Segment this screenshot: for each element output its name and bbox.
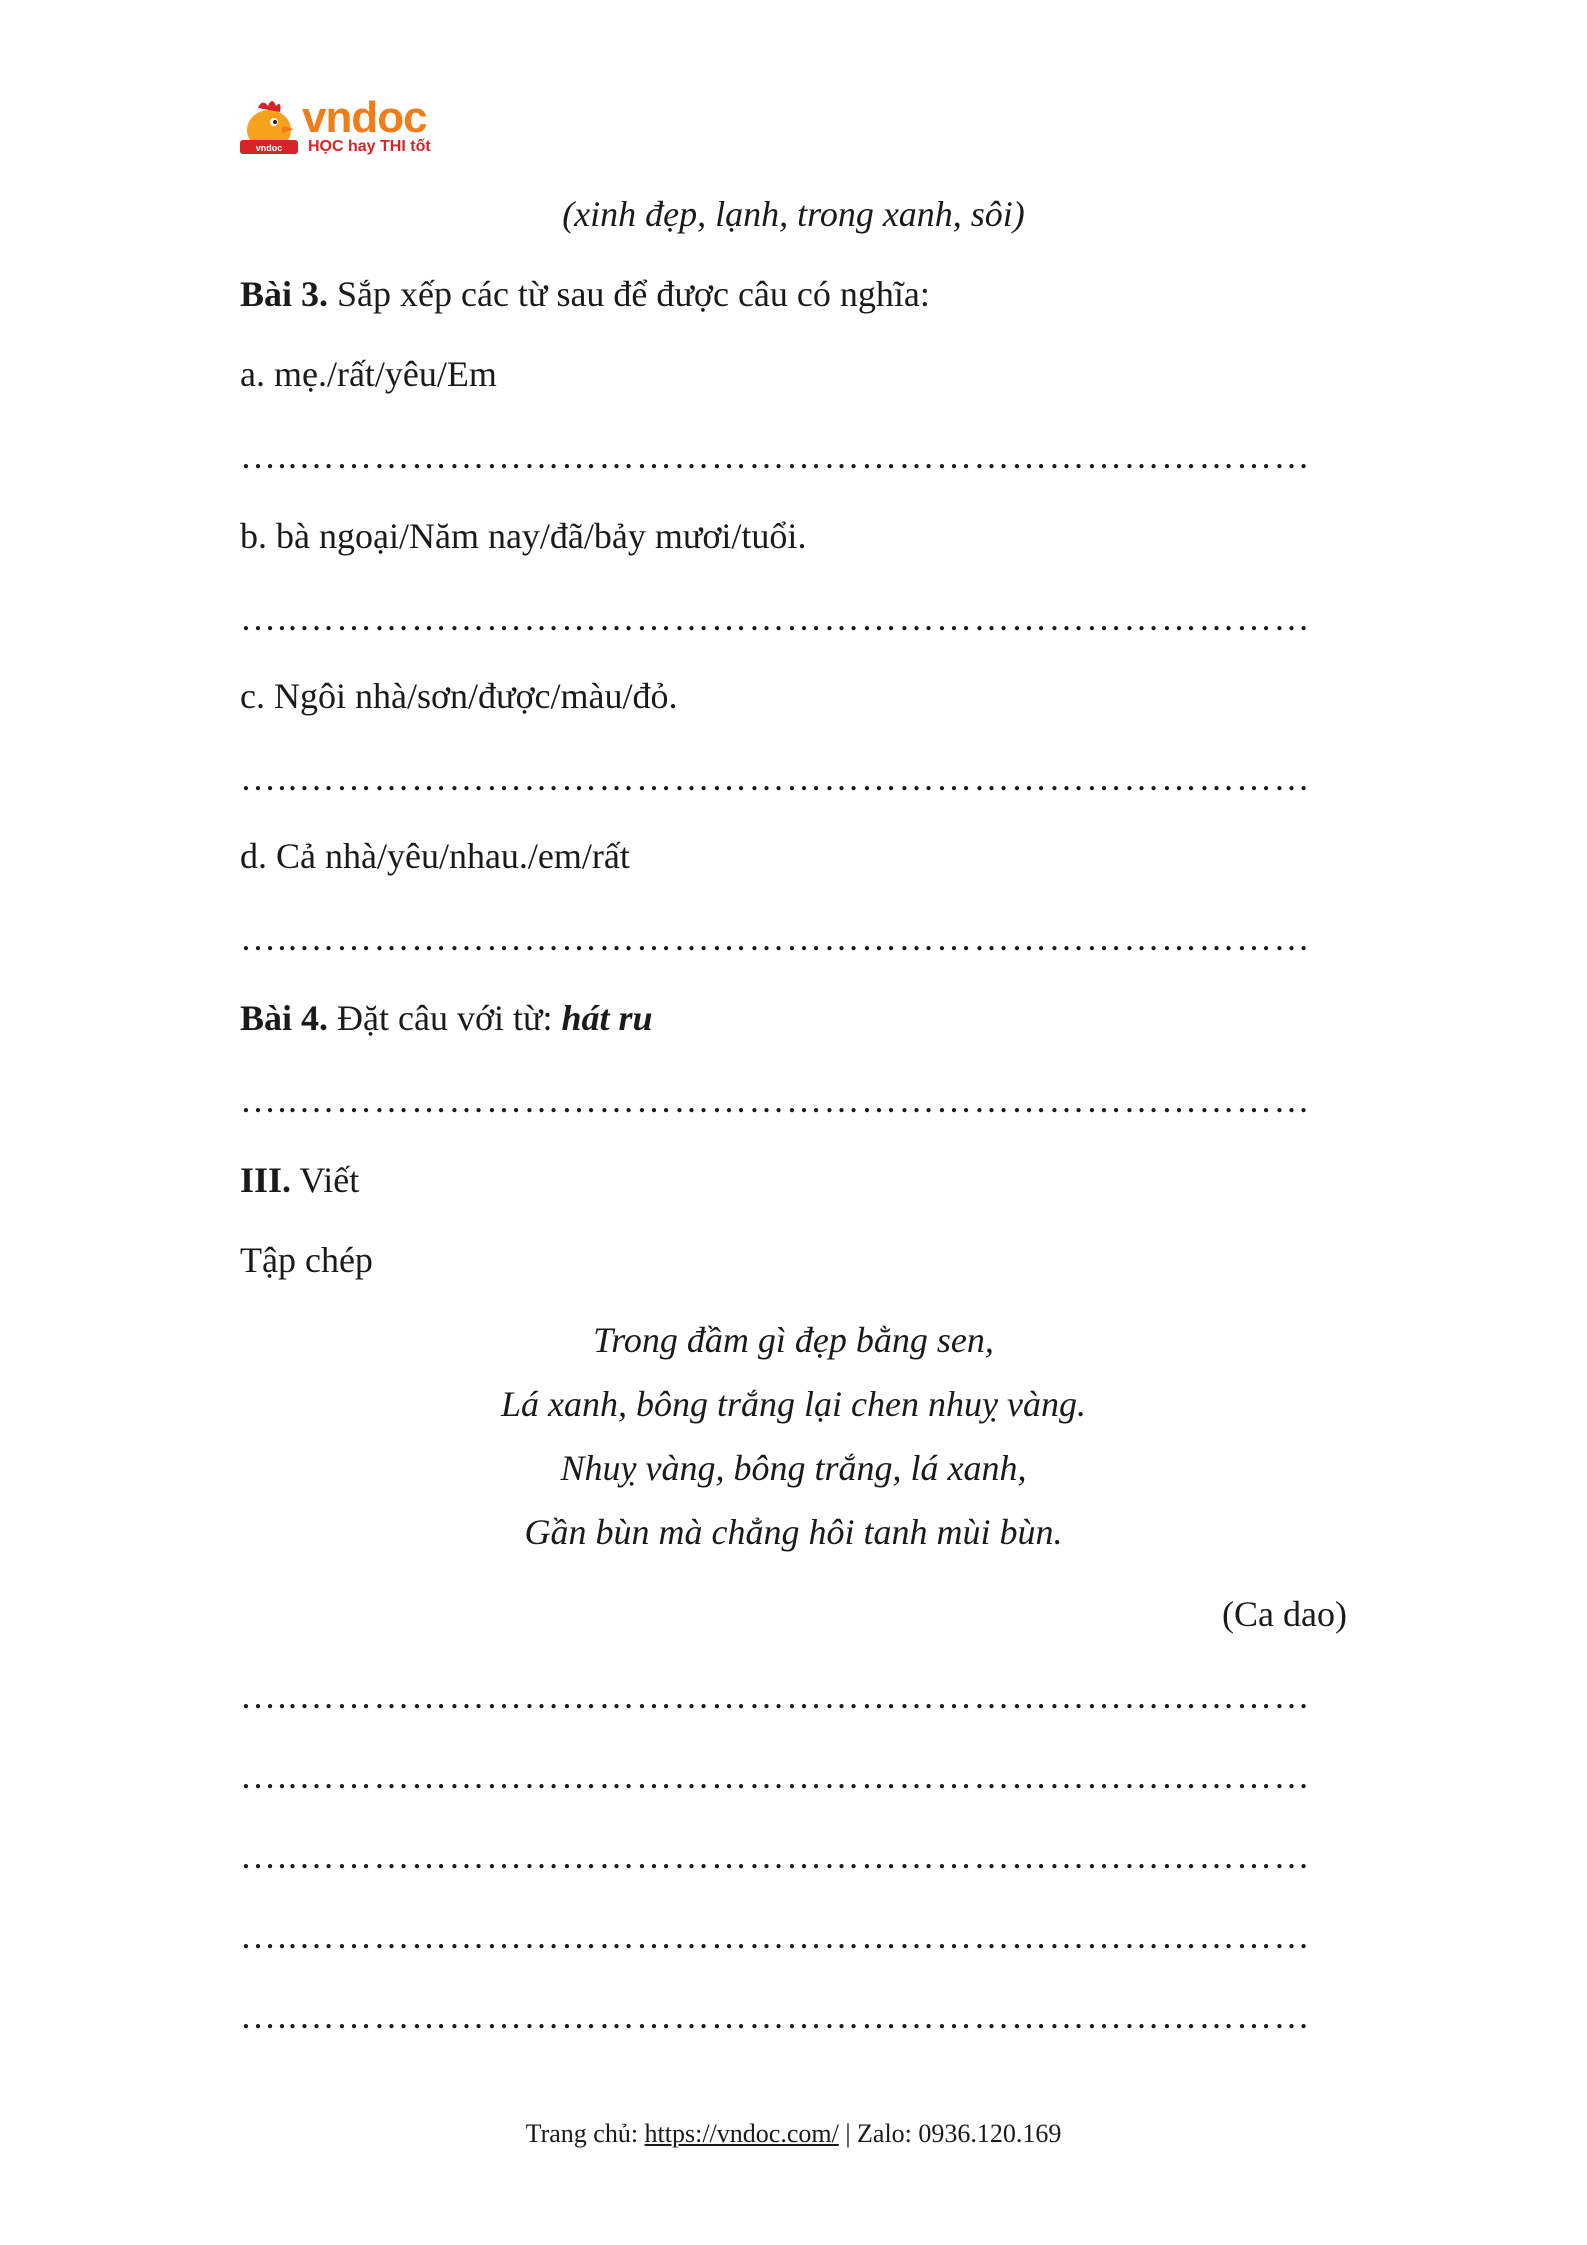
bai4-word: hát ru: [561, 998, 653, 1038]
writing-line-1[interactable]: …..………………………………………………………………………: [240, 1676, 1311, 1716]
poem-line-1: Trong đầm gì đẹp bằng sen,: [593, 1320, 994, 1360]
bai3-item-a: a. mẹ./rất/yêu/Em: [240, 354, 497, 394]
answer-line-a[interactable]: …..………………………………………………………………………: [240, 436, 1311, 476]
answer-line-c[interactable]: …..………………………………………………………………………: [240, 758, 1311, 798]
bai4-prompt: Đặt câu với từ:: [337, 998, 553, 1038]
word-hint: (xinh đẹp, lạnh, trong xanh, sôi): [562, 194, 1025, 234]
chicken-mascot-icon: [238, 96, 300, 158]
tap-chep-label: Tập chép: [240, 1240, 373, 1280]
bai3-title: Bài 3.: [240, 274, 329, 314]
page-footer: [0, 2117, 1587, 2151]
answer-line-b[interactable]: …..………………………………………………………………………: [240, 598, 1311, 638]
poem-line-4: Gần bùn mà chẳng hôi tanh mùi bùn.: [524, 1512, 1063, 1552]
bai4-heading: [240, 996, 653, 1040]
section-3-title: Viết: [299, 1160, 360, 1200]
bai3-item-b: b. bà ngoại/Năm nay/đã/bảy mươi/tuổi.: [240, 516, 807, 556]
writing-line-2[interactable]: …..………………………………………………………………………: [240, 1756, 1311, 1796]
bai3-item-d: d. Cả nhà/yêu/nhau./em/rất: [240, 836, 630, 876]
footer-suffix: | Zalo: 0936.120.169: [838, 2119, 1062, 2148]
footer-prefix: Trang chủ:: [525, 2119, 645, 2148]
footer-homepage-link[interactable]: https://vndoc.com/: [644, 2119, 839, 2148]
bai3-prompt: Sắp xếp các từ sau để được câu có nghĩa:: [337, 274, 930, 314]
writing-line-4[interactable]: …..………………………………………………………………………: [240, 1916, 1311, 1956]
section-3-heading: [240, 1158, 359, 1202]
answer-line-d[interactable]: …..………………………………………………………………………: [240, 918, 1311, 958]
poem-line-3: Nhuỵ vàng, bông trắng, lá xanh,: [560, 1448, 1027, 1488]
answer-line-bai4[interactable]: …..………………………………………………………………………: [240, 1080, 1311, 1120]
bai3-item-c: c. Ngôi nhà/sơn/được/màu/đỏ.: [240, 676, 678, 716]
logo-slogan: HỌC hay THI tốt: [308, 138, 431, 155]
bai4-title: Bài 4.: [240, 998, 329, 1038]
bai3-heading: [240, 272, 930, 316]
writing-line-5[interactable]: …..………………………………………………………………………: [240, 1996, 1311, 2036]
vndoc-logo: [238, 92, 448, 164]
poem-line-2: Lá xanh, bông trắng lại chen nhuỵ vàng.: [501, 1384, 1086, 1424]
poem-source: (Ca dao): [1222, 1594, 1347, 1634]
writing-line-3[interactable]: …..………………………………………………………………………: [240, 1836, 1311, 1876]
logo-wordmark: vndoc: [302, 93, 427, 142]
section-3-number: III.: [240, 1160, 292, 1200]
logo-badge-text: vndoc: [255, 143, 283, 153]
